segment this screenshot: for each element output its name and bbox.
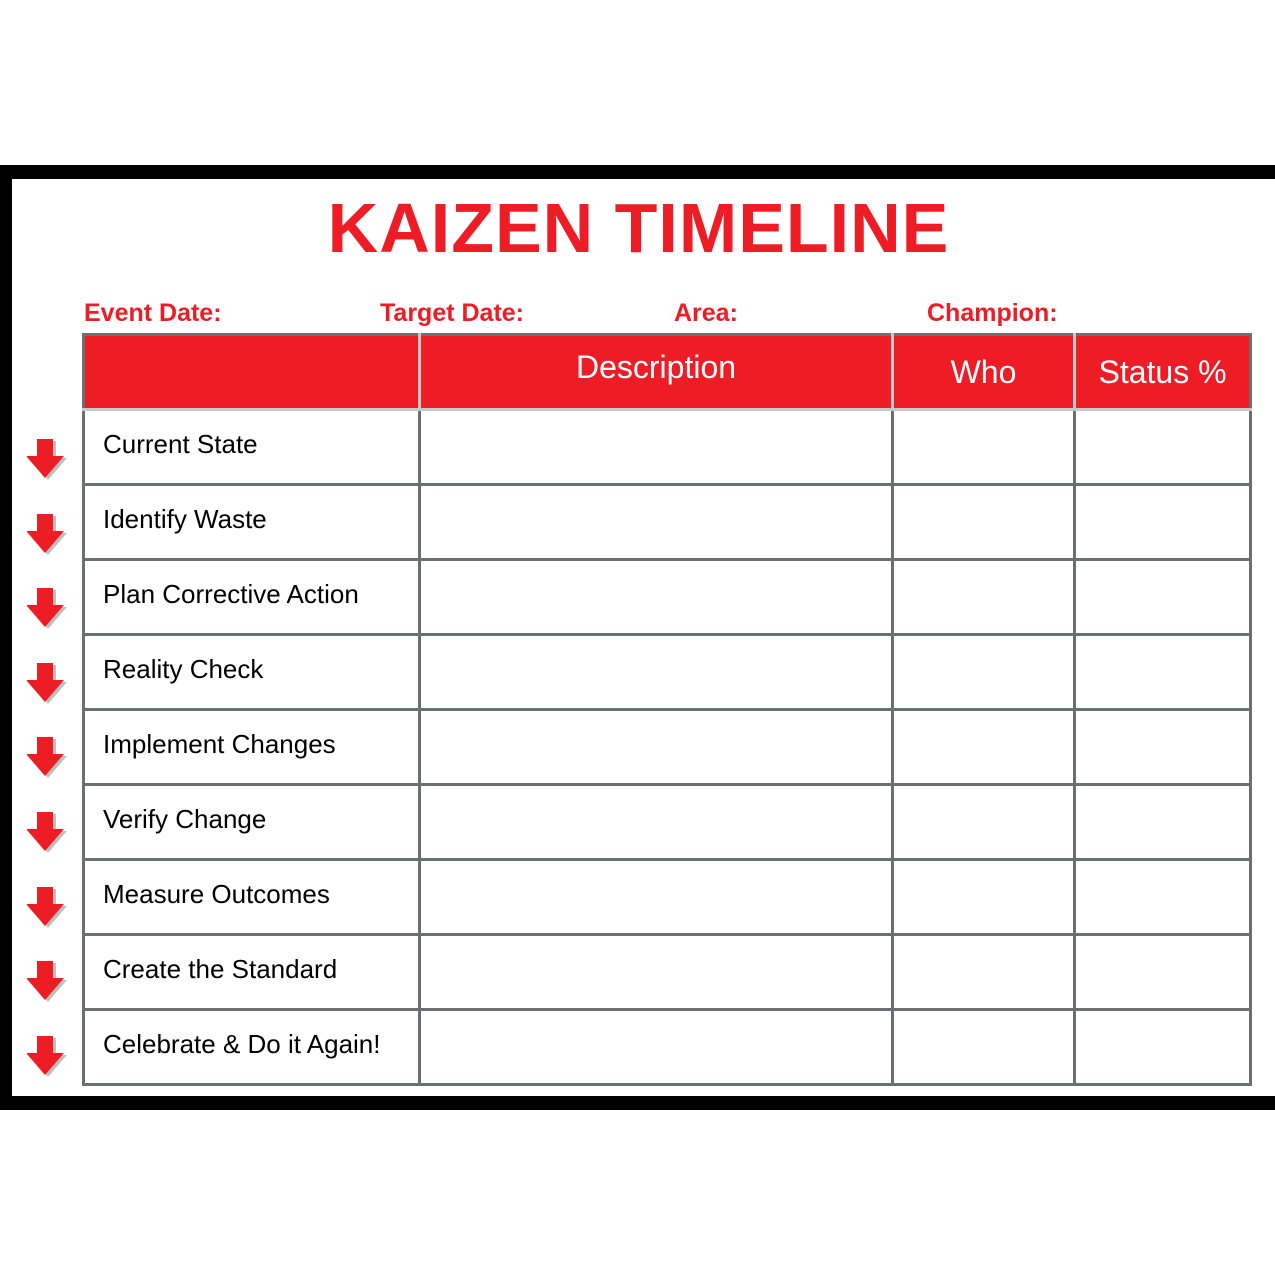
who-cell[interactable] xyxy=(893,785,1075,860)
column-header-step xyxy=(84,335,420,410)
column-header-who: Who xyxy=(893,335,1075,410)
step-cell: Measure Outcomes xyxy=(84,860,420,935)
status-cell[interactable] xyxy=(1075,1010,1251,1085)
down-arrow-icon xyxy=(27,811,69,855)
description-cell[interactable] xyxy=(420,785,893,860)
who-cell[interactable] xyxy=(893,860,1075,935)
step-cell: Implement Changes xyxy=(84,710,420,785)
column-header-description: Description xyxy=(420,335,893,410)
down-arrow-icon xyxy=(27,587,69,631)
status-cell[interactable] xyxy=(1075,935,1251,1010)
step-cell: Verify Change xyxy=(84,785,420,860)
step-cell: Celebrate & Do it Again! xyxy=(84,1010,420,1085)
column-header-status: Status % xyxy=(1075,335,1251,410)
down-arrow-icon xyxy=(27,960,69,1004)
description-cell[interactable] xyxy=(420,410,893,485)
down-arrow-icon xyxy=(27,513,69,557)
who-cell[interactable] xyxy=(893,1010,1075,1085)
status-cell[interactable] xyxy=(1075,635,1251,710)
description-cell[interactable] xyxy=(420,1010,893,1085)
area-label: Area: xyxy=(674,299,738,327)
table-row xyxy=(84,410,1251,485)
who-cell[interactable] xyxy=(893,935,1075,1010)
status-cell[interactable] xyxy=(1075,860,1251,935)
target-date-label: Target Date: xyxy=(380,299,525,327)
who-cell[interactable] xyxy=(893,485,1075,560)
table-header-row xyxy=(84,335,1251,410)
status-cell[interactable] xyxy=(1075,710,1251,785)
table-row xyxy=(84,1010,1251,1085)
description-cell[interactable] xyxy=(420,485,893,560)
down-arrow-icon xyxy=(27,1035,69,1079)
status-cell[interactable] xyxy=(1075,410,1251,485)
page-title xyxy=(0,188,1275,268)
status-cell[interactable] xyxy=(1075,785,1251,860)
down-arrow-icon xyxy=(27,662,69,706)
table-row xyxy=(84,560,1251,635)
status-cell[interactable] xyxy=(1075,560,1251,635)
table-row xyxy=(84,710,1251,785)
down-arrow-icon xyxy=(27,886,69,930)
step-cell: Create the Standard xyxy=(84,935,420,1010)
table-row xyxy=(84,860,1251,935)
down-arrow-icon xyxy=(27,736,69,780)
who-cell[interactable] xyxy=(893,560,1075,635)
down-arrow-icon xyxy=(27,438,69,482)
step-cell: Identify Waste xyxy=(84,485,420,560)
description-cell[interactable] xyxy=(420,635,893,710)
who-cell[interactable] xyxy=(893,635,1075,710)
who-cell[interactable] xyxy=(893,710,1075,785)
table-row xyxy=(84,785,1251,860)
description-cell[interactable] xyxy=(420,560,893,635)
step-cell: Reality Check xyxy=(84,635,420,710)
description-cell[interactable] xyxy=(420,860,893,935)
event-date-label: Event Date: xyxy=(84,299,222,327)
description-cell[interactable] xyxy=(420,935,893,1010)
champion-label: Champion: xyxy=(927,299,1058,327)
page-title-text: KAIZEN TIMELINE xyxy=(327,189,950,267)
table-row xyxy=(84,635,1251,710)
timeline-table xyxy=(82,333,1252,1086)
step-cell: Plan Corrective Action xyxy=(84,560,420,635)
table-row xyxy=(84,935,1251,1010)
table-row xyxy=(84,485,1251,560)
step-cell: Current State xyxy=(84,410,420,485)
description-cell[interactable] xyxy=(420,710,893,785)
who-cell[interactable] xyxy=(893,410,1075,485)
status-cell[interactable] xyxy=(1075,485,1251,560)
